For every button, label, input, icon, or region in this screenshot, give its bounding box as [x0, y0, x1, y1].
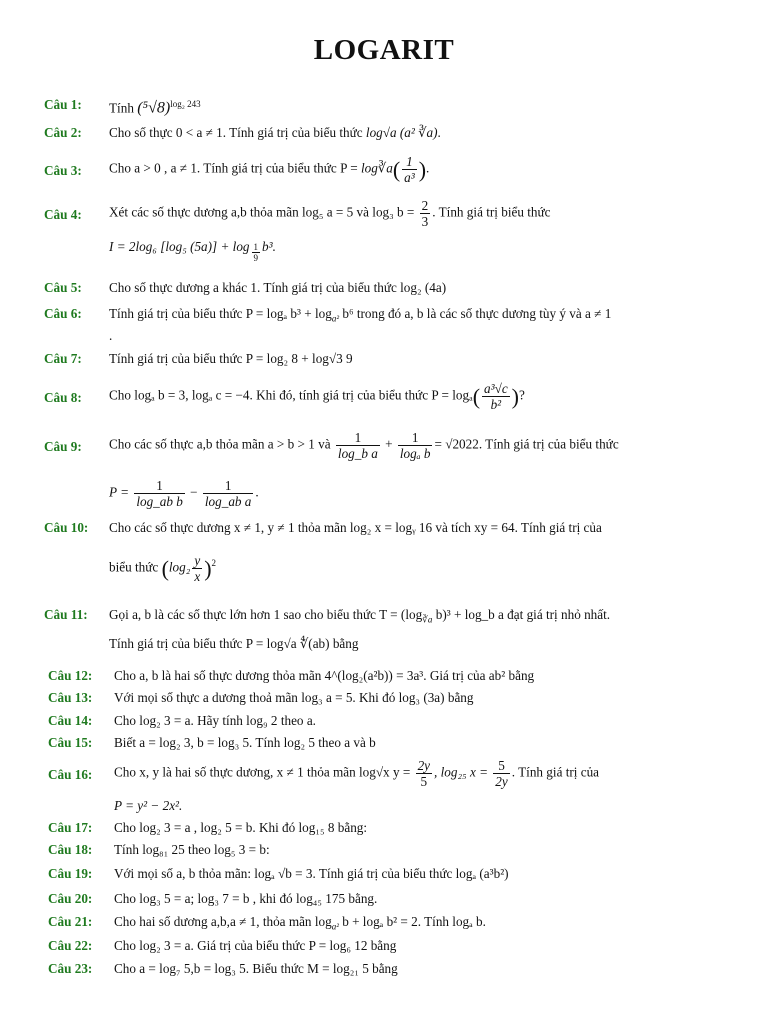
math-subscript: a² [331, 921, 339, 932]
question-label: Câu 13: [48, 690, 93, 705]
fraction: $\frac{5}{2y}$ [495, 758, 508, 789]
question-label: Câu 10: [44, 520, 89, 535]
question-label: Câu 12: [48, 668, 93, 683]
question-text: Cho số thực 0 < a ≠ 1. Tính giá trị của biểu thức [109, 125, 363, 140]
question-label: Câu 17: [48, 820, 93, 835]
fraction: $\frac{1}{\text{log\_ab b}}$ [136, 478, 183, 509]
question-text: Cho a, b là hai số thực dương thỏa mãn 4^(log₂(a²b)) = 3a³. Giá trị của ab² bằng [114, 668, 535, 683]
question-label: Câu 20: [48, 891, 93, 906]
question-text: Cho a > 0 , a ≠ 1. Tính giá trị của biểu thức P = [109, 160, 358, 176]
question-text-end: b⁶ trong đó a, b là các số thực dương tùy ý và a ≠ 1 [342, 306, 612, 321]
question-text: Biết a = log₂ 3, b = log₃ 5. Tính log₂ 5 theo a và b [114, 735, 376, 750]
question-text: Cho x, y là hai số thực dương, x ≠ 1 thỏa mãn log√x y = [114, 764, 411, 780]
question-text: Cho a = log₇ 5,b = log₃ 5. Biểu thức M = log₂₁ 5 bằng [114, 961, 398, 976]
question-label: Câu 3: [44, 163, 82, 178]
math-subscript: ∛a [422, 614, 433, 625]
question-label: Câu 19: [48, 866, 93, 881]
question-text: Xét các số thực dương a,b thỏa mãn log₅ a = 5 và log₃ b = [109, 204, 415, 220]
math-expression: , log₂₅ x = [434, 764, 488, 780]
question-text-end: . [426, 160, 430, 176]
question-text-end: = √2022. Tính giá trị của biểu thức [434, 436, 619, 452]
question-text: Cho logₐ b = 3, logₐ c = −4. Khi đó, tính giá trị của biểu thức P = logₐ [109, 387, 473, 403]
math-expression: log√a (a² ∛a) [365, 125, 438, 140]
question-text-end: b)³ + log_b a đạt giá trị nhỏ nhất. [435, 607, 611, 622]
question-label: Câu 2: [44, 125, 82, 140]
question-text: Cho log₂ 3 = a. Hãy tính log₉ 2 theo a. [114, 713, 316, 728]
question-continuation: P = y² − 2x². [114, 798, 183, 813]
math-expression: log∛a [360, 160, 393, 176]
fraction: $\frac{2}{3}$ [421, 198, 429, 229]
question-label: Câu 7: [44, 351, 82, 366]
question-text: Cho các số thực a,b thỏa mãn a > b > 1 và [109, 436, 331, 452]
question-text: Với mọi số thực a dương thoả mãn log₃ a = 5. Khi đó log₃ (3a) bằng [114, 690, 474, 705]
question-label: Câu 9: [44, 439, 82, 454]
question-text: Cho hai số dương a,b,a ≠ 1, thỏa mãn log [114, 914, 332, 929]
math-exponent: log₂ 243 [170, 99, 201, 109]
fraction: $\frac{2y}{5}$ [417, 758, 431, 789]
question-label: Câu 21: [48, 914, 93, 929]
question-text: Cho các số thực dương x ≠ 1, y ≠ 1 thỏa mãn log₂ x = logᵧ 16 và tích xy = 64. Tính giá trị của [109, 520, 602, 535]
question-text: Cho log₂ 3 = a , log₂ 5 = b. Khi đó log₁₅ 8 bằng: [114, 820, 368, 835]
question-label: Câu 6: [44, 306, 82, 321]
fraction: $\frac{1}{\text{logₐ b}}$ [399, 430, 431, 461]
question-label: Câu 23: [48, 961, 93, 976]
question-continuation-end: b³. [262, 239, 276, 254]
question-text: Tính log₈₁ 25 theo log₅ 3 = b: [114, 842, 270, 857]
question-label: Câu 14: [48, 713, 93, 728]
question-text: Cho số thực dương a khác 1. Tính giá trị của biểu thức log₂ (4a) [109, 280, 447, 295]
fraction: $\frac{1}{9}$ [253, 242, 259, 263]
question-label: Câu 11: [44, 607, 88, 622]
math-subscript: a² [331, 313, 340, 324]
fraction: $\frac{\text{a³√c}}{\text{b²}}$ [484, 381, 508, 412]
question-text-end: ? [519, 387, 525, 403]
question-text-end: . [437, 125, 441, 140]
question-label: Câu 4: [44, 207, 82, 222]
question-continuation: biểu thức [109, 559, 159, 575]
question-continuation: P = [109, 484, 130, 500]
question-label: Câu 18: [48, 842, 93, 857]
question-label: Câu 1: [44, 97, 82, 112]
question-text: Với mọi số a, b thỏa mãn: logₐ √b = 3. Tính giá trị của biểu thức logₐ (a³b²) [114, 866, 509, 881]
question-text: Tính giá trị của biểu thức P = log₂ 8 + log√3 9 [109, 351, 353, 366]
question-label: Câu 15: [48, 735, 93, 750]
question-label: Câu 16: [48, 767, 93, 782]
question-continuation: Tính giá trị của biểu thức P = log√a ∜(ab) bằng [109, 636, 359, 651]
question-text-end: b + logₐ b² = 2. Tính logₐ b. [342, 914, 486, 929]
question-text: Gọi a, b là các số thực lớn hơn 1 sao cho biểu thức T = (log [109, 607, 423, 622]
question-text: Cho log₂ 3 = a. Giá trị của biểu thức P = log₆ 12 bằng [114, 938, 397, 953]
question-label: Câu 5: [44, 280, 82, 295]
question-text: Tính giá trị của biểu thức P = logₐ b³ + log [109, 306, 332, 321]
fraction: $\frac{1}{\text{a³}}$ [404, 154, 415, 185]
math-expression: log₂ [168, 559, 191, 575]
question-text-end: . Tính giá trị của [511, 764, 600, 780]
question-continuation: . [109, 328, 113, 343]
question-continuation: I = 2log₆ [log₅ (5a)] + log [109, 239, 250, 254]
math-expression: (⁵√8) [137, 99, 171, 117]
fraction: $\frac{y}{x}$ [194, 553, 201, 584]
fraction: $\frac{1}{\text{log\_ab a}}$ [204, 478, 252, 509]
question-text: Tính [109, 100, 134, 116]
question-text: Cho log₃ 5 = a; log₃ 7 = b , khi đó log₄₅ 175 bằng. [114, 891, 378, 906]
page-title: LOGARIT [313, 34, 455, 66]
question-label: Câu 22: [48, 938, 93, 953]
fraction: $\frac{1}{\text{log\_b a}}$ [337, 430, 378, 461]
question-label: Câu 8: [44, 390, 82, 405]
question-text-end: . Tính giá trị biểu thức [432, 204, 551, 220]
